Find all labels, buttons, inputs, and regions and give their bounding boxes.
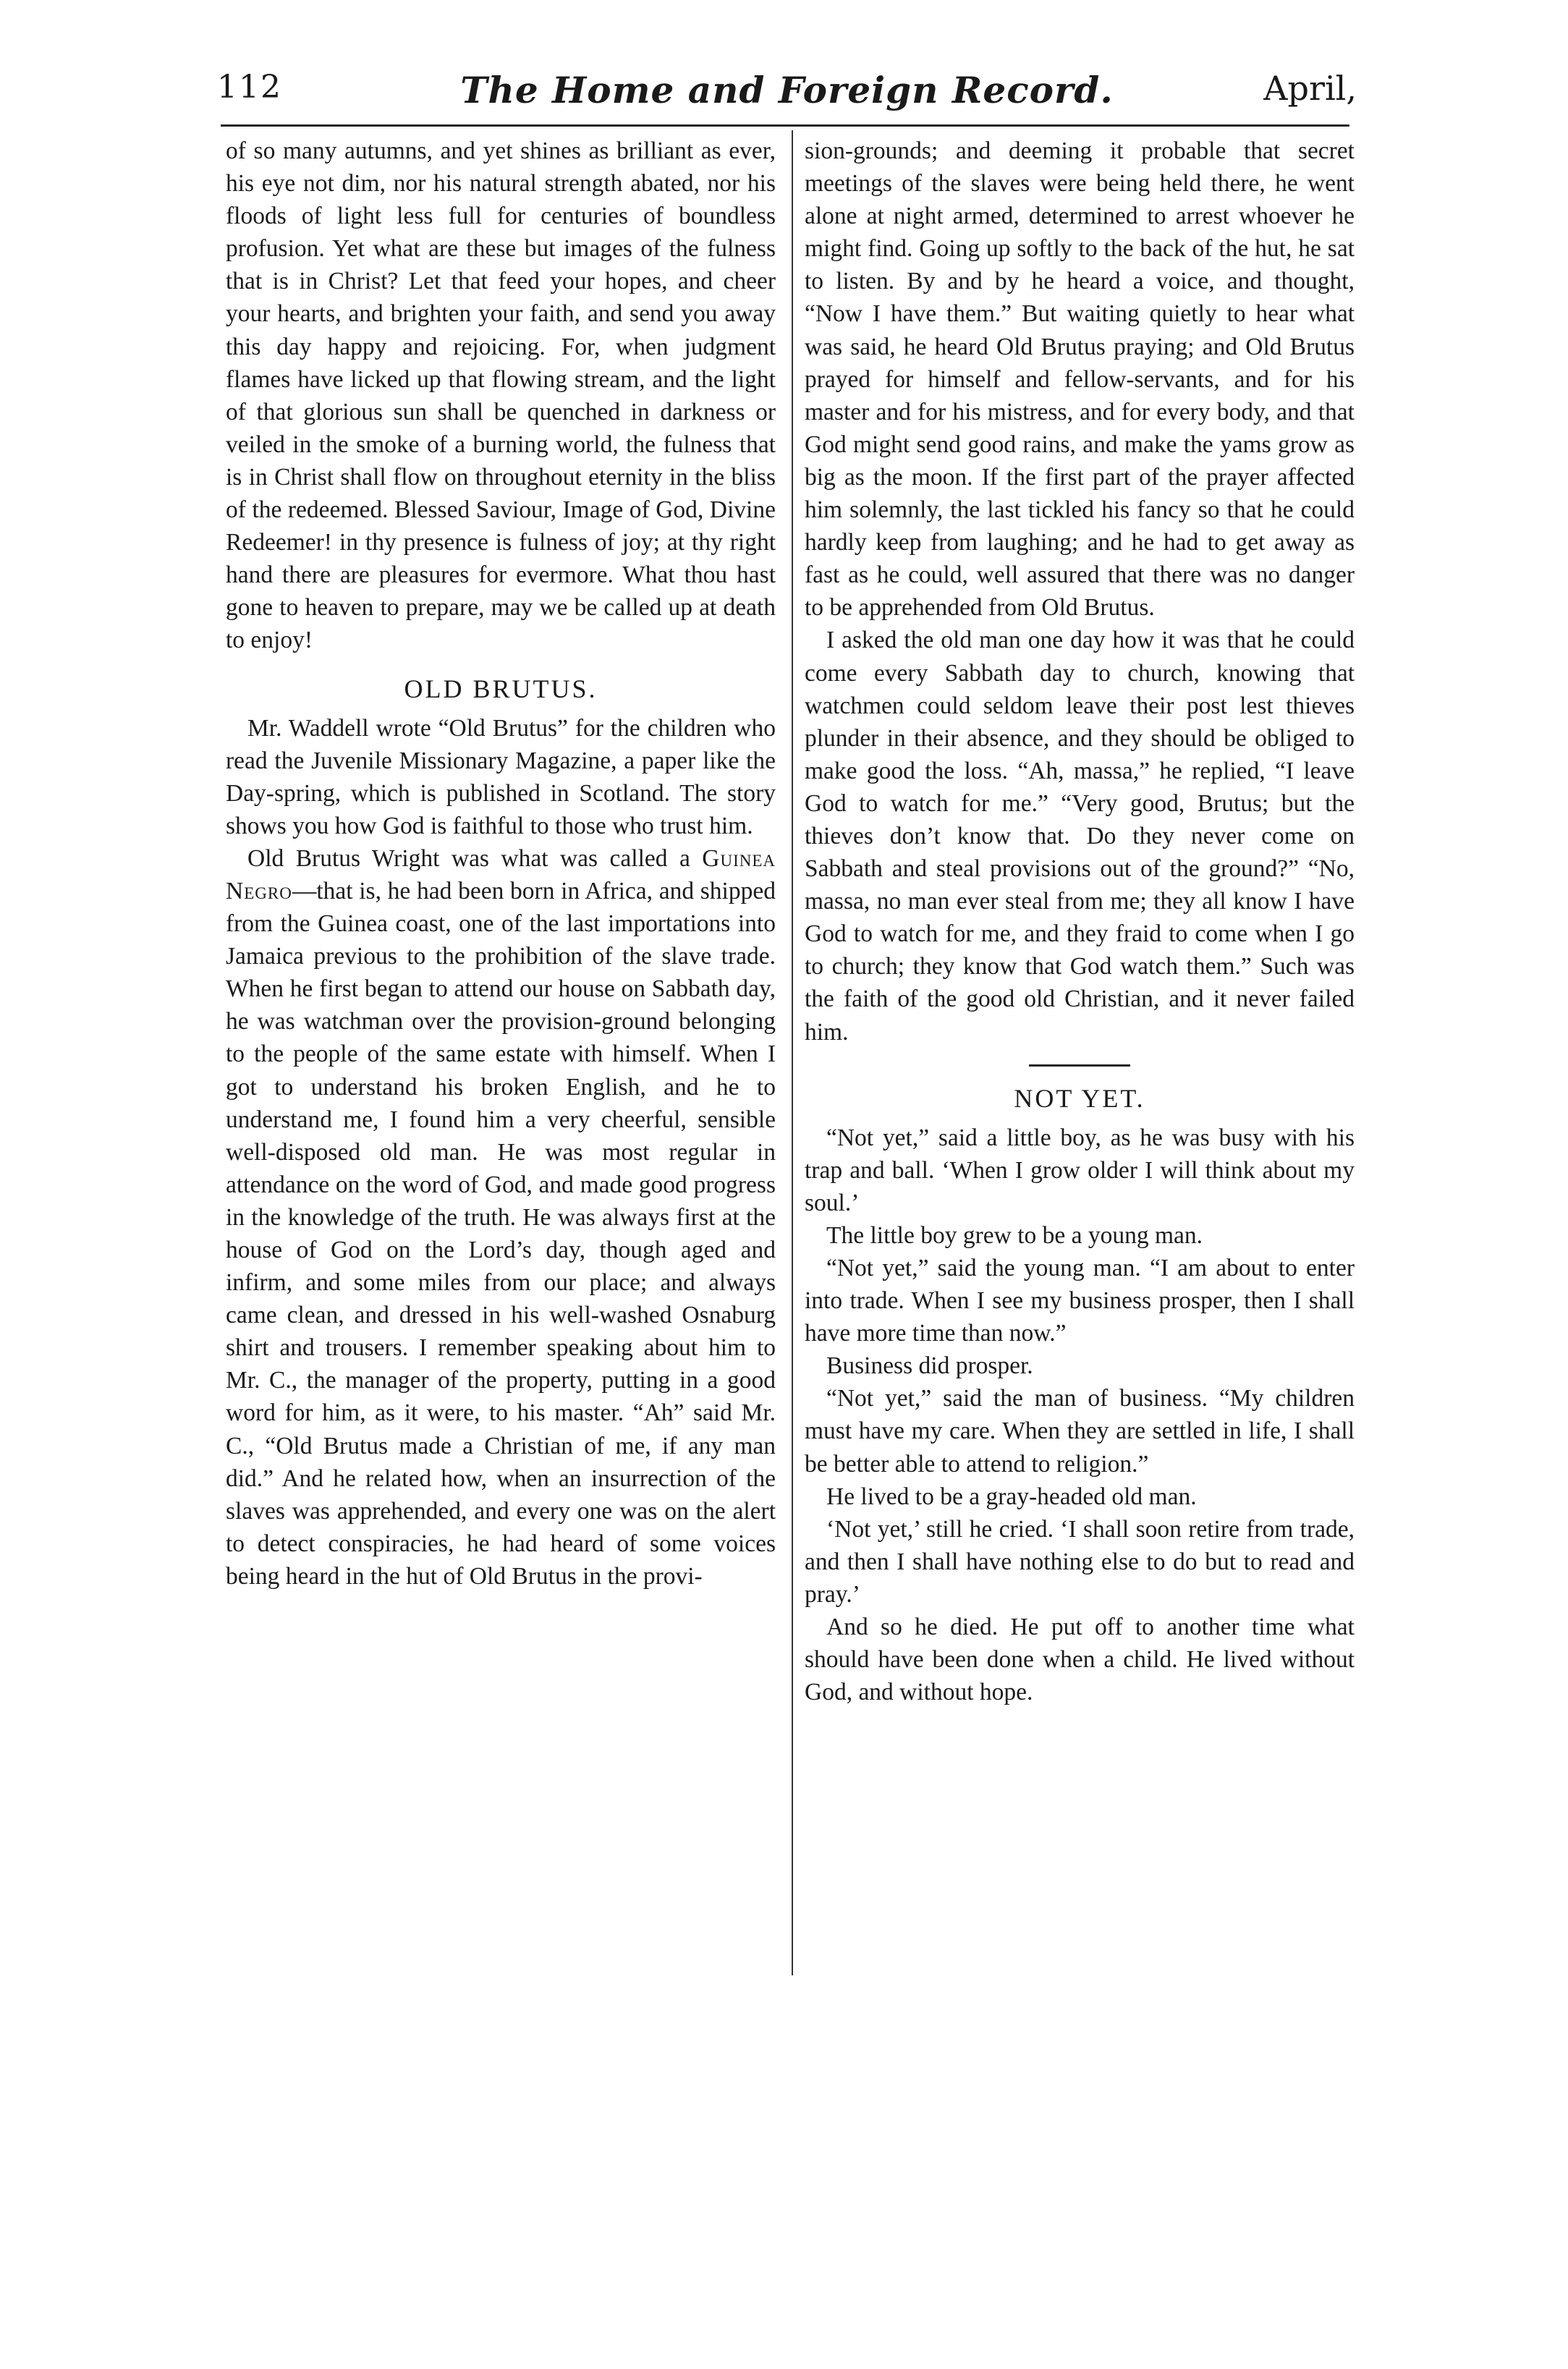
column-divider (792, 130, 793, 1975)
issue-month: April, (1263, 69, 1357, 108)
heading-old-brutus: OLD BRUTUS. (404, 674, 598, 703)
paragraph-sermon-end: of so many autumns, and yet shines as brilliant as ever, his eye not dim, nor his natural strength abated, nor his floods of light less full for centuries of boundless profusion. Yet what are these but images of the fulness that is in Christ? Let that feed your hopes, and cheer your hearts, and brighten your faith, and send you away this day happy and rejoicing. For, when judgment flames have licked up that flowing stream, and the light of that glorious sun shall be quenched in darkness or veiled in the smoke of a burning world, the fulness that is in Christ shall flow on throughout eternity in the bliss of the redeemed. Blessed Saviour, Image of God, Divine Redeemer! in thy presence is fulness of joy; at thy right hand there are pleasures for evermore. What thou hast gone to heaven to prepare, may we be called up at death to enjoy! (226, 137, 776, 654)
paragraph-died: And so he died. He put off to another time what should have been done when a child. He lived without God, and without hope. (805, 1614, 1355, 1706)
paragraph-retire: ‘Not yet,’ still he cried. ‘I shall soon retire from trade, and then I shall have nothing else to do but to read and pray.’ (805, 1515, 1355, 1608)
paragraph-continued: sion-grounds; and deeming it probable that secret meetings of the slaves were being held there, he went alone at night armed, determined to arrest whoever he might find. Going up softly to the back of the hut, he sat to listen. By and by he heard a voice, and thought, “Now I have them.” But waiting quietly to hear what was said, he heard Old Brutus praying; and Old Brutus prayed for himself and fellow-servants, and for his master and for his mistress, and for every body, and that God might send good rains, and make the yams grow as big as the moon. If the first part of the prayer affected him solemnly, the last tickled his fancy so that he could hardly keep from laughing; and he had to get away as fast as he could, well assured that there was no danger to be apprehended from Old Brutus. (805, 137, 1355, 622)
header-rule (221, 124, 1349, 127)
page-header (217, 69, 1357, 127)
page-number: 112 (217, 69, 282, 106)
section-rule (1029, 1064, 1130, 1067)
paragraph-intro: Mr. Waddell wrote “Old Brutus” for the children who read the Juvenile Missionary Magazine, a paper like the Day-spring, which is published in Scotland. The story shows you how God is faithful to those who trust him. (226, 714, 776, 839)
guinea-negro-smallcaps: Guinea Negro (226, 844, 776, 904)
right-column (805, 135, 1355, 1708)
paragraph-old-brutus (226, 842, 776, 1593)
heading-not-yet: NOT YET. (1014, 1083, 1145, 1113)
paragraph-business: Business did prosper. (826, 1352, 1033, 1380)
paragraph-old-brutus-rest: —that is, he had been born in Africa, and shipped from the Guinea coast, one of the last importations into Jamaica previous to the prohibition of the slave trade. When he first began to attend our house on Sabbath day, he was watchman over the provision-ground belonging to the people of the same estate with himself. When I got to understand his broken English, and he to understand me, I found him a very cheerful, sensible well-disposed old man. He was most regular in attendance on the word of God, and made good progress in the knowledge of the truth. He was always first at the house of God on the Lord’s day, though aged and infirm, and some miles from our place; and always came clean, and dressed in his well-washed Osnaburg shirt and trousers. I remember speaking about him to Mr. C., the manager of the property, putting in a good word for him, as it were, to his master. “Ah” said Mr. C., “Old Brutus made a Christian of me, if any man did.” And he related how, when an insurrection of the slaves was apprehended, and every one was on the alert to detect conspiracies, he had heard of some voices being heard in the hut of Old Brutus in the provi- (226, 877, 776, 1590)
paragraph-old-man: He lived to be a gray-headed old man. (826, 1483, 1197, 1510)
left-column (226, 135, 776, 1593)
paragraph-church: I asked the old man one day how it was that he could come every Sabbath day to church, knowing that watchmen could seldom leave their post lest thieves plunder in their absence, and they should be obliged to make good the loss. “Ah, massa,” he replied, “I leave God to watch for me.” “Very good, Brutus; but the thieves don’t know that. Do they never come on Sabbath and steal provisions out of the ground?” “No, massa, no man ever steal from me; they all know I have God to watch for me, and they fraid to come when I go to church; they know that God watch them.” Such was the faith of the good old Christian, and it never failed him. (805, 627, 1355, 1046)
paragraph-man-of-business: “Not yet,” said the man of business. “My children must have my care. When they are settled in life, I shall be better able to attend to religion.” (805, 1385, 1355, 1478)
paragraph-old-brutus-lead: Old Brutus Wright was what was called a (247, 844, 703, 872)
paragraph-young-man: The little boy grew to be a young man. (826, 1221, 1203, 1249)
paragraph-trade: “Not yet,” said the young man. “I am about to enter into trade. When I see my business prosper, then I shall have more time than now.” (805, 1255, 1355, 1347)
running-title: The Home and Foreign Record. (460, 69, 1114, 111)
paragraph-little-boy: “Not yet,” said a little boy, as he was busy with his trap and ball. ‘When I grow older I will think about my soul.’ (805, 1124, 1355, 1216)
